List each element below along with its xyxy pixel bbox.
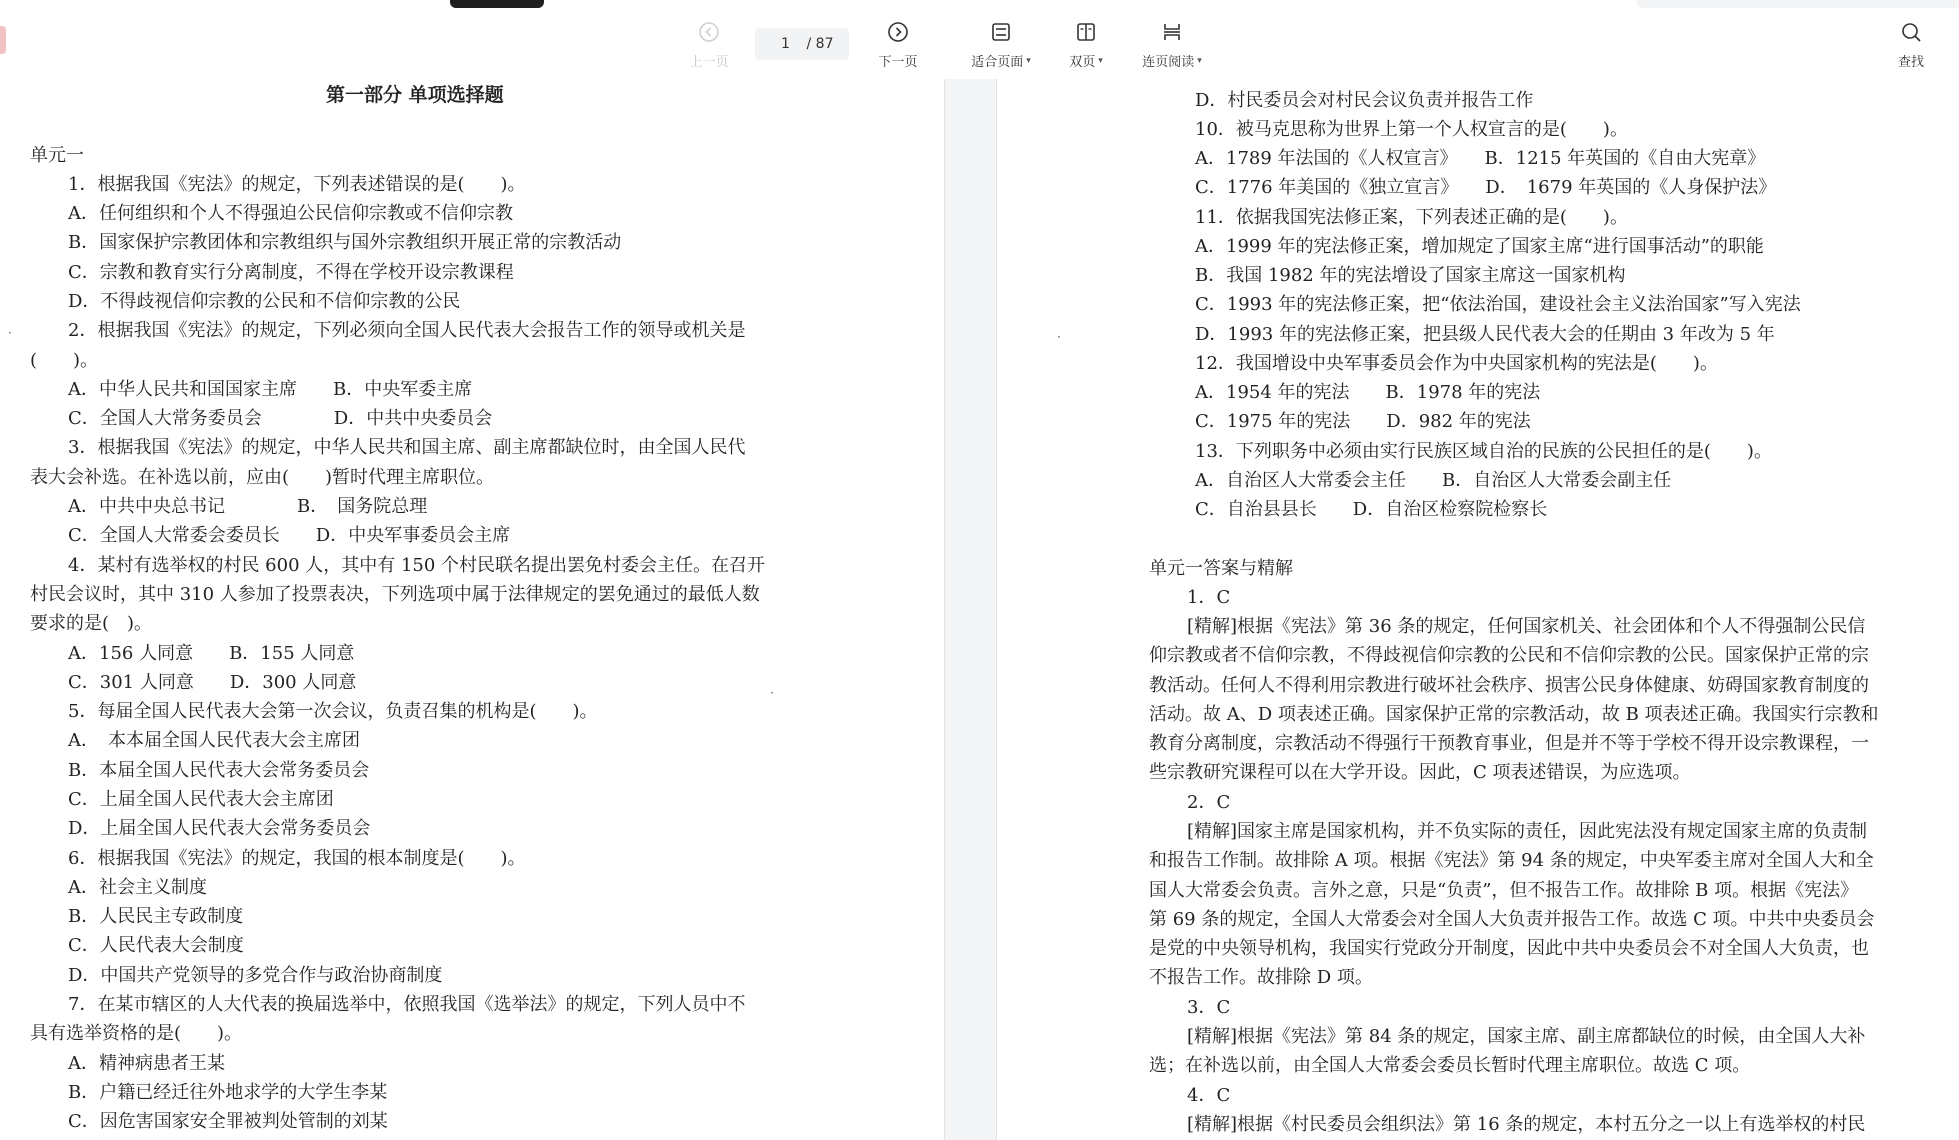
page-total: / 87 — [806, 36, 834, 52]
document-page-right — [997, 79, 1959, 1140]
dual-page-icon — [1075, 20, 1097, 43]
side-marker — [0, 26, 6, 54]
question-text: 具有选举资格的是( )。 — [30, 1023, 243, 1044]
scan-speck: · — [770, 686, 774, 700]
document-page-left — [0, 79, 944, 1140]
answer-number: 4．C — [1187, 1085, 1231, 1106]
option-text: C．1993 年的宪法修正案，把“依法治国，建设社会主义法治国家”写入宪法 — [1195, 294, 1801, 315]
option-text: D．村民委员会对村民会议负责并报告工作 — [1195, 90, 1534, 111]
unit-heading: 单元一 — [30, 145, 84, 166]
question-text: 要求的是( )。 — [30, 613, 153, 634]
explanation-text: 教育分离制度，宗教活动不得强行干预教育事业，但是并不等于学校不得开设宗教课程，一 — [1149, 733, 1869, 754]
option-text: D．上届全国人民代表大会常务委员会 — [68, 818, 371, 839]
scan-speck: · — [1057, 330, 1061, 344]
option-text: D．1993 年的宪法修正案，把县级人民代表大会的任期由 3 年改为 5 年 — [1195, 324, 1775, 345]
question-text: 7．在某市辖区的人大代表的换届选举中，依照我国《选举法》的规定，下列人员中不 — [68, 994, 746, 1015]
page-indicator — [755, 28, 849, 60]
answer-number: 3．C — [1187, 997, 1231, 1018]
explanation-text: [精解]根据《宪法》第 84 条的规定，国家主席、副主席都缺位的时候，由全国人大补 — [1187, 1026, 1866, 1047]
option-text: A．1954 年的宪法 B．1978 年的宪法 — [1195, 382, 1541, 403]
prev-page-label: 上一页 — [689, 55, 729, 70]
chevron-down-icon: ▾ — [1197, 55, 1202, 66]
option-text: D．中国共产党领导的多党合作与政治协商制度 — [68, 965, 443, 986]
dual-page-button[interactable] — [1058, 20, 1114, 70]
reader-toolbar — [0, 0, 1959, 79]
explanation-text: [精解]根据《村民委员会组织法》第 16 条的规定，本村五分之一以上有选举权的村民 — [1187, 1114, 1866, 1135]
window-tab — [450, 0, 544, 8]
continuous-reading-button[interactable] — [1132, 20, 1212, 70]
option-text: C．宗教和教育实行分离制度，不得在学校开设宗教课程 — [68, 262, 514, 283]
explanation-text: 和报告工作制。故排除 A 项。根据《宪法》第 94 条的规定，中央军委主席对全国人大和全 — [1149, 850, 1874, 871]
option-text: B．户籍已经迁往外地求学的大学生李某 — [68, 1082, 388, 1103]
question-text: 5．每届全国人民代表大会第一次会议，负责召集的机构是( )。 — [68, 701, 598, 722]
question-text: 4．某村有选举权的村民 600 人，其中有 150 个村民联名提出罢免村委会主任。在召开 — [68, 555, 766, 576]
explanation-text: 是党的中央领导机构，我国实行党政分开制度，因此中共中央委员会不对全国人大负责，也 — [1149, 938, 1869, 959]
option-text: A．中共中央总书记 B． 国务院总理 — [68, 496, 428, 517]
option-text: C．全国人大常委会委员长 D．中央军事委员会主席 — [68, 525, 511, 546]
prev-page-button[interactable] — [682, 20, 736, 70]
explanation-text: 第 69 条的规定，全国人大常委会对全国人大负责并报告工作。故选 C 项。中共中央委员会 — [1149, 909, 1875, 930]
fit-page-icon — [990, 20, 1012, 43]
question-text: 表大会补选。在补选以前，应由( )暂时代理主席职位。 — [30, 467, 495, 488]
question-text: 10．被马克思称为世界上第一个人权宣言的是( )。 — [1195, 119, 1628, 140]
option-text: A．1789 年法国的《人权宣言》 B．1215 年英国的《自由大宪章》 — [1195, 148, 1766, 169]
dual-page-label: 双页 — [1069, 55, 1096, 70]
circle-left-icon — [698, 20, 720, 43]
next-page-label: 下一页 — [878, 55, 918, 70]
option-text: C．人民代表大会制度 — [68, 935, 244, 956]
option-text: B．国家保护宗教团体和宗教组织与国外宗教组织开展正常的宗教活动 — [68, 232, 622, 253]
option-text: C．1975 年的宪法 D．982 年的宪法 — [1195, 411, 1531, 432]
option-text: A．自治区人大常委会主任 B．自治区人大常委会副主任 — [1195, 470, 1672, 491]
search-button[interactable] — [1891, 20, 1931, 70]
option-text: A．任何组织和个人不得强迫公民信仰宗教或不信仰宗教 — [68, 203, 513, 224]
explanation-text: 国人大常委会负责。言外之意，只是“负责”，但不报告工作。故排除 B 项。根据《宪法》 — [1149, 880, 1859, 901]
scan-speck: · — [8, 326, 12, 340]
circle-right-icon — [887, 20, 909, 43]
fit-page-button[interactable] — [962, 20, 1040, 70]
question-text: 村民会议时，其中 310 人参加了投票表决，下列选项中属于法律规定的罢免通过的最低人数 — [30, 584, 760, 605]
explanation-text: 不报告工作。故排除 D 项。 — [1149, 967, 1373, 988]
question-text: 13．下列职务中必须由实行民族区域自治的民族的公民担任的是( )。 — [1195, 441, 1772, 462]
page-number-input[interactable] — [771, 36, 801, 52]
top-right-strip — [1636, 0, 1959, 8]
option-text: C．301 人同意 D．300 人同意 — [68, 672, 357, 693]
option-text: B．本届全国人民代表大会常务委员会 — [68, 760, 370, 781]
option-text: D．不得歧视信仰宗教的公民和不信仰宗教的公民 — [68, 291, 461, 312]
option-text: C．因危害国家安全罪被判处管制的刘某 — [68, 1111, 388, 1132]
search-label: 查找 — [1897, 55, 1924, 70]
option-text: A．中华人民共和国国家主席 B．中央军委主席 — [68, 379, 473, 400]
answer-number: 2．C — [1187, 792, 1231, 813]
option-text: C．1776 年美国的《独立宣言》 D． 1679 年英国的《人身保护法》 — [1195, 177, 1777, 198]
explanation-text: [精解]国家主席是国家机构，并不负实际的责任，因此宪法没有规定国家主席的负责制 — [1187, 821, 1868, 842]
question-text: 3．根据我国《宪法》的规定，中华人民共和国主席、副主席都缺位时，由全国人民代 — [68, 437, 746, 458]
explanation-text: 活动。故 A、D 项表述正确。国家保护正常的宗教活动，故 B 项表述正确。我国实行宗教和 — [1149, 704, 1879, 725]
part-title: 第一部分 单项选择题 — [326, 84, 504, 106]
option-text: A． 本本届全国人民代表大会主席团 — [68, 730, 360, 751]
continuous-scroll-icon — [1161, 20, 1183, 43]
continuous-reading-label: 连页阅读 — [1142, 55, 1195, 70]
option-text: A．156 人同意 B．155 人同意 — [68, 643, 355, 664]
chevron-down-icon: ▾ — [1098, 55, 1103, 66]
explanation-text: 教活动。任何人不得利用宗教进行破坏社会秩序、损害公民身体健康、妨碍国家教育制度的 — [1149, 675, 1869, 696]
option-text: A．社会主义制度 — [68, 877, 207, 898]
explanation-text: 选；在补选以前，由全国人大常委会委员长暂时代理主席职位。故选 C 项。 — [1149, 1055, 1751, 1076]
fit-page-label: 适合页面 — [971, 55, 1024, 70]
explanation-text: 些宗教研究课程可以在大学开设。因此，C 项表述错误，为应选项。 — [1149, 762, 1691, 783]
option-text: A．1999 年的宪法修正案，增加规定了国家主席“进行国事活动”的职能 — [1195, 236, 1764, 257]
question-text: ( )。 — [30, 350, 99, 371]
explanation-text: [精解]根据《宪法》第 36 条的规定，任何国家机关、社会团体和个人不得强制公民信 — [1187, 616, 1866, 637]
question-text: 6．根据我国《宪法》的规定，我国的根本制度是( )。 — [68, 848, 526, 869]
answer-number: 1．C — [1187, 587, 1231, 608]
option-text: C．自治县县长 D．自治区检察院检察长 — [1195, 499, 1548, 520]
question-text: 2．根据我国《宪法》的规定，下列必须向全国人民代表大会报告工作的领导或机关是 — [68, 320, 746, 341]
option-text: C．上届全国人民代表大会主席团 — [68, 789, 334, 810]
question-text: 12．我国增设中央军事委员会作为中央国家机构的宪法是( )。 — [1195, 353, 1718, 374]
option-text: A．精神病患者王某 — [68, 1053, 225, 1074]
option-text: C．全国人大常务委员会 D．中共中央委员会 — [68, 408, 493, 429]
explanation-text: 仰宗教或者不信仰宗教，不得歧视信仰宗教的公民和不信仰宗教的公民。国家保护正常的宗 — [1149, 645, 1869, 666]
option-text: B．人民民主专政制度 — [68, 906, 244, 927]
option-text: B．我国 1982 年的宪法增设了国家主席这一国家机构 — [1195, 265, 1626, 286]
search-icon — [1900, 20, 1922, 43]
answer-section-heading: 单元一答案与精解 — [1149, 558, 1293, 579]
next-page-button[interactable] — [871, 20, 925, 70]
page-gutter — [944, 79, 997, 1140]
question-text: 11．依据我国宪法修正案，下列表述正确的是( )。 — [1195, 207, 1628, 228]
chevron-down-icon: ▾ — [1026, 55, 1031, 66]
question-text: 1．根据我国《宪法》的规定，下列表述错误的是( )。 — [68, 174, 526, 195]
